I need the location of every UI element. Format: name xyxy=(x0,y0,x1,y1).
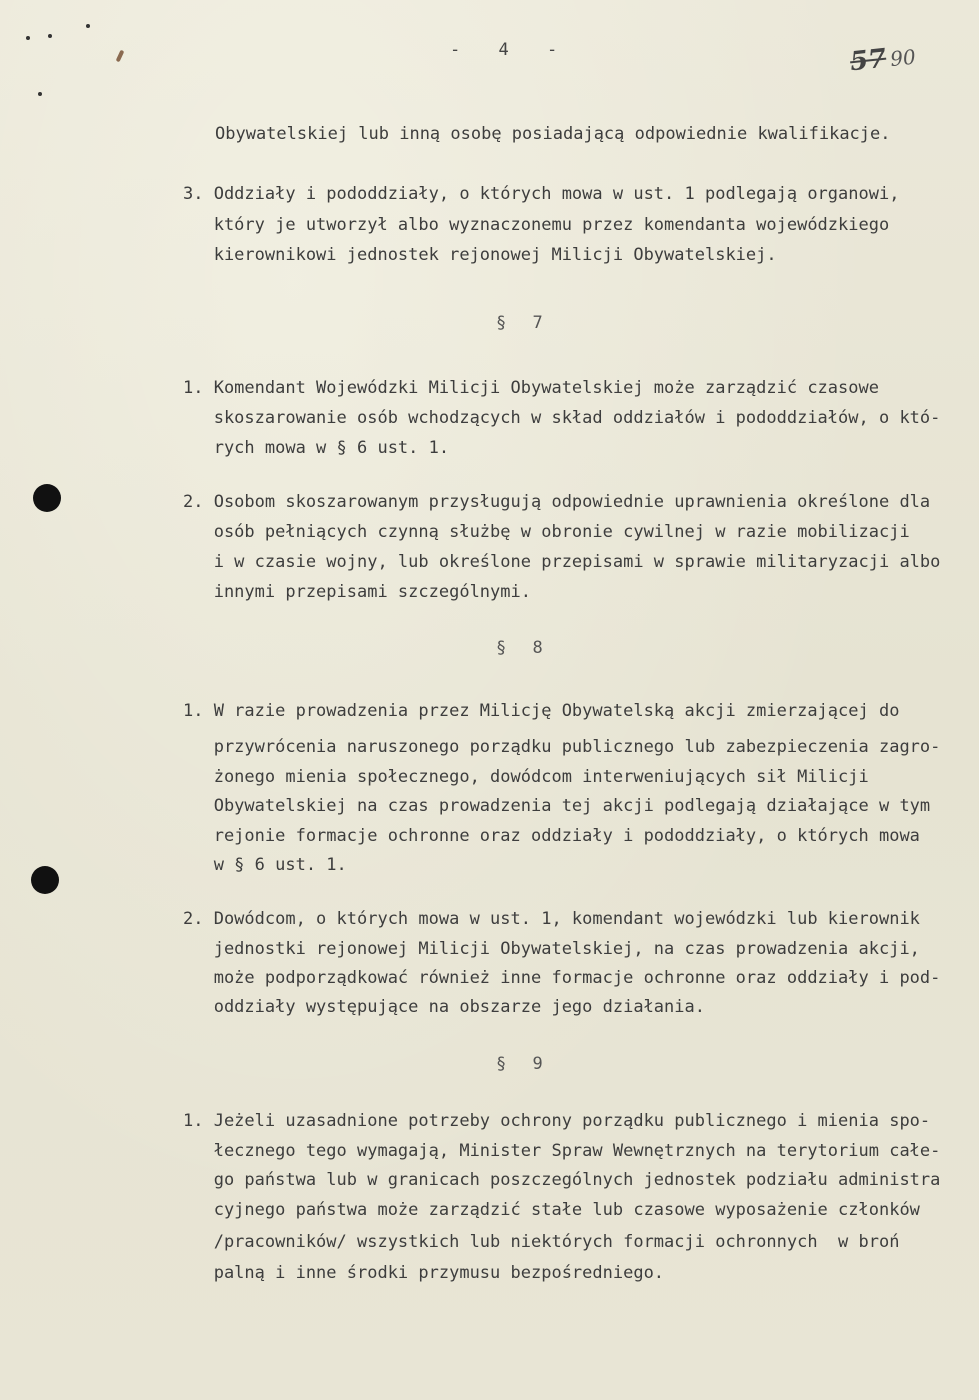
punch-hole-bottom xyxy=(31,866,59,894)
section-heading-9: § 9 xyxy=(496,1054,551,1074)
s8-p2-line-3: może podporządkować również inne formacje ochronne oraz oddziały i pod- xyxy=(183,968,941,988)
ink-dot xyxy=(48,34,52,38)
s9-p1-line-1: 1. Jeżeli uzasadnione potrzeby ochrony porządku publicznego i mienia spo- xyxy=(183,1111,931,1131)
page-number: - 4 - xyxy=(450,40,572,60)
folio-handwritten: 90 xyxy=(888,44,917,72)
s7-p1-line-3: rych mowa w § 6 ust. 1. xyxy=(183,438,450,458)
s9-p1-line-2: łecznego tego wymagają, Minister Spraw Wewnętrznych na terytorium całe- xyxy=(183,1141,941,1161)
s9-p1-line-3: go państwa lub w granicach poszczególnych jednostek podziału administra xyxy=(183,1170,941,1190)
s8-p1-line-2: przywrócenia naruszonego porządku publicznego lub zabezpieczenia zagro- xyxy=(183,737,941,757)
s7-p2-line-4: innymi przepisami szczególnymi. xyxy=(183,582,531,602)
s9-p1-line-5: /pracowników/ wszystkich lub niektórych formacji ochronnych w broń xyxy=(183,1232,900,1252)
s8-p1-line-3: żonego mienia społecznego, dowódcom interweniujących sił Milicji xyxy=(183,767,869,787)
s8-p2-line-1: 2. Dowódcom, o których mowa w ust. 1, komendant wojewódzki lub kierownik xyxy=(183,909,920,929)
s8-p2-line-2: jednostki rejonowej Milicji Obywatelskiej, na czas prowadzenia akcji, xyxy=(183,939,920,959)
s7-p1-line-2: skoszarowanie osób wchodzących w skład oddziałów i pododdziałów, o któ- xyxy=(183,408,941,428)
ink-dot xyxy=(26,36,30,40)
s8-p1-line-1: 1. W razie prowadzenia przez Milicję Obywatelską akcji zmierzającej do xyxy=(183,701,900,721)
paragraph-3-line-2: który je utworzył albo wyznaczonemu przez komendanta wojewódzkiego xyxy=(183,215,890,235)
section-heading-8: § 8 xyxy=(496,638,551,658)
s7-p2-line-3: i w czasie wojny, lub określone przepisami w sprawie militaryzacji albo xyxy=(183,552,941,572)
folio-number xyxy=(849,41,917,78)
text-line: Obywatelskiej lub inną osobę posiadającą odpowiednie kwalifikacje. xyxy=(215,124,891,144)
s7-p2-line-2: osób pełniących czynną służbę w obronie cywilnej w razie mobilizacji xyxy=(183,522,910,542)
ink-scratch xyxy=(116,50,125,63)
section-heading-7: § 7 xyxy=(496,313,551,333)
paragraph-3-line-3: kierownikowi jednostek rejonowej Milicji Obywatelskiej. xyxy=(183,245,777,265)
ink-dot xyxy=(38,92,42,96)
paragraph-3-line-1: 3. Oddziały i pododdziały, o których mowa w ust. 1 podlegają organowi, xyxy=(183,184,900,204)
punch-hole-top xyxy=(33,484,61,512)
s8-p1-line-5: rejonie formacje ochronne oraz oddziały i pododdziały, o których mowa xyxy=(183,826,920,846)
ink-dot xyxy=(86,24,90,28)
s9-p1-line-6: palną i inne środki przymusu bezpośredniego. xyxy=(183,1263,665,1283)
s7-p1-line-1: 1. Komendant Wojewódzki Milicji Obywatelskiej może zarządzić czasowe xyxy=(183,378,879,398)
s8-p1-line-6: w § 6 ust. 1. xyxy=(183,855,347,875)
s7-p2-line-1: 2. Osobom skoszarowanym przysługują odpowiednie uprawnienia określone dla xyxy=(183,492,931,512)
folio-crossed: 57 xyxy=(848,43,888,78)
s8-p1-line-4: Obywatelskiej na czas prowadzenia tej akcji podlegają działające w tym xyxy=(183,796,931,816)
s8-p2-line-4: oddziały występujące na obszarze jego działania. xyxy=(183,997,705,1017)
s9-p1-line-4: cyjnego państwa może zarządzić stałe lub czasowe wyposażenie członków xyxy=(183,1200,920,1220)
